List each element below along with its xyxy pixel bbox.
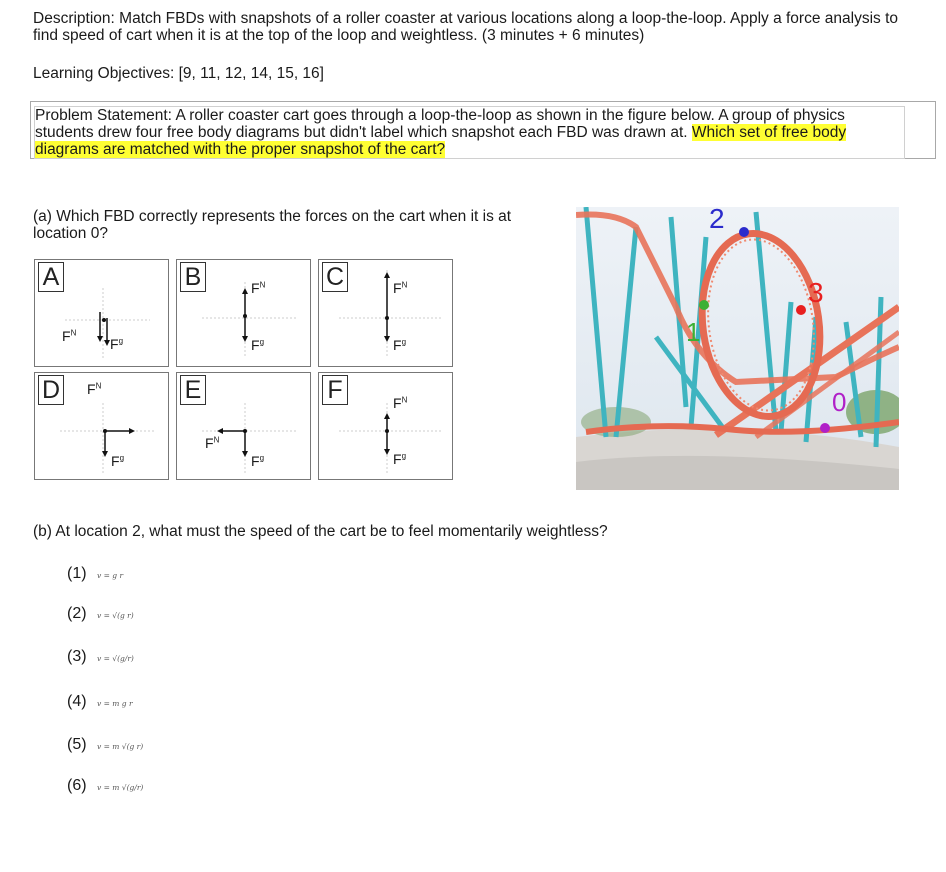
description-label: Description: [33,10,115,27]
option-2[interactable] [67,605,134,623]
fbd-letter-e: E [180,375,206,405]
fbd-a-diagram [35,260,170,368]
point-0-label: 0 [832,387,847,417]
option-1[interactable] [67,565,123,583]
objectives-label: Learning Objectives: [33,65,175,82]
fbd-a-normal-label: $F^N$ [62,328,77,344]
part-a-question: (a) Which FBD correctly represents the forces on the cart when it is at location 0? [33,208,512,242]
fbd-letter-f: F [322,375,348,405]
fbd-c-normal-label: $F^N$ [393,280,408,296]
fbd-letter-a: A [38,262,64,292]
fbd-b-gravity-label: $F^g$ [251,337,265,353]
fbd-panel-c [318,259,453,367]
problem-text: A roller coaster cart goes through a loop-the-loop as shown in the figure below. A group of physics students drew four free body diagrams but didn't label which snapshot each FBD was drawn at. [35,107,845,141]
option-5[interactable] [67,736,143,754]
fbd-letter-d: D [38,375,64,405]
fbd-f-gravity-label: $F^g$ [393,451,407,467]
fbd-e-gravity-label: $F^g$ [251,453,265,469]
option-1-number: (1) [67,565,87,582]
point-3-label: 3 [808,277,824,308]
option-1-equation: v = g r [97,571,124,580]
option-4-number: (4) [67,693,87,710]
option-2-number: (2) [67,605,87,622]
part-b-question: (b) At location 2, what must the speed of the cart be to feel momentarily weightless? [33,523,608,540]
problem-statement [34,106,905,159]
fbd-e-diagram [177,373,312,481]
fbd-c-diagram [319,260,454,368]
option-6[interactable] [67,777,143,795]
point-2-marker [739,227,749,237]
option-3-equation: v = √(g/r) [97,654,134,663]
point-2-label: 2 [709,203,725,234]
option-5-equation: v = m √(g r) [97,742,144,751]
fbd-d-gravity-label: $F^g$ [111,453,125,469]
option-2-equation: v = √(g r) [97,611,134,620]
option-3[interactable] [67,648,134,666]
option-3-number: (3) [67,648,87,665]
fbd-f-diagram [319,373,454,481]
point-3-marker [796,305,806,315]
problem-statement-box [30,101,936,159]
fbd-panel-e [176,372,311,480]
problem-highlight: Which set of free body diagrams are matched with the proper snapshot of the cart? [35,124,847,158]
problem-label: Problem Statement: [35,107,172,124]
roller-coaster-photo [576,203,899,490]
point-1-marker [699,300,709,310]
fbd-d-normal-label: $F^N$ [87,381,102,397]
fbd-panel-b [176,259,311,367]
learning-objectives [33,65,324,82]
fbd-panel-d [34,372,169,480]
fbd-e-normal-label: $F^N$ [205,435,220,451]
fbd-d-diagram [35,373,170,481]
fbd-letter-b: B [180,262,206,292]
description-text: Match FBDs with snapshots of a roller coaster at various locations along a loop-the-loop. Apply a force analysis to find speed of cart when it is at the top of the loop and weightless. (3 minutes + 6 minutes) [33,10,899,44]
roller-coaster-illustration [576,207,899,490]
fbd-b-diagram [177,260,312,368]
option-6-equation: v = m √(g/r) [97,783,144,792]
fbd-b-normal-label: $F^N$ [251,280,266,296]
option-5-number: (5) [67,736,87,753]
fbd-panel-a [34,259,169,367]
fbd-panel-f [318,372,453,480]
fbd-a-gravity-label: $F^g$ [110,336,124,352]
fbd-letter-c: C [322,262,348,292]
fbd-c-gravity-label: $F^g$ [393,337,407,353]
objectives-text: [9, 11, 12, 14, 15, 16] [178,65,324,82]
point-1-label: 1 [686,317,701,347]
option-6-number: (6) [67,777,87,794]
option-4-equation: v = m g r [97,699,133,708]
fbd-f-normal-label: $F^N$ [393,395,408,411]
point-0-marker [820,423,830,433]
option-4[interactable] [67,693,133,711]
description [33,10,913,44]
